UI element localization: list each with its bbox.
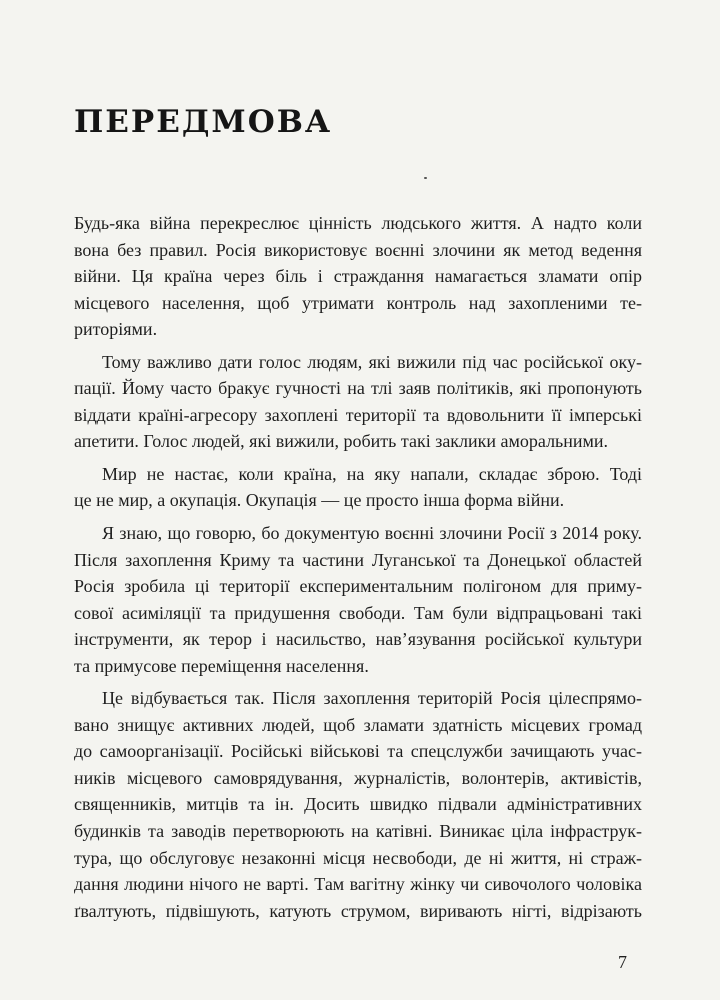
text-line: ників місцевого самоврядування, журналістів, волонтерів, активістів, xyxy=(74,767,642,788)
text-line: риторіями. xyxy=(74,319,158,340)
text-line: віддати країні-агресору захоплені території та вдовольнити її імперські xyxy=(74,404,642,425)
text-line: війни. Ця країна через біль і страждання намагається зламати опір xyxy=(74,266,642,287)
text-line: вона без правил. Росія використовує воєнні злочини як метод ведення xyxy=(74,239,642,260)
text-line: апетити. Голос людей, які вижили, робить такі заклики аморальними. xyxy=(74,431,609,452)
text-line: Це відбувається так. Після захоплення територій Росія цілеспрямо- xyxy=(102,688,642,709)
text-line: Мир не настає, коли країна, на яку напали, складає зброю. Тоді xyxy=(102,463,642,484)
text-line: сової асиміляції та придушення свободи. Там були відпрацьовані такі xyxy=(74,602,642,623)
paragraph xyxy=(74,685,642,924)
page-title: ПЕРЕДМОВА xyxy=(74,104,333,140)
paragraph xyxy=(74,461,642,514)
text-line: дання людини нічого не варті. Там вагітну жінку чи сивочолого чоловіка xyxy=(74,874,642,895)
text-line: будинків та заводів перетворюють на катівні. Виникає ціла інфраструк- xyxy=(74,821,642,842)
text-line: Я знаю, що говорю, бо документую воєнні злочини Росії з 2014 року. xyxy=(102,523,642,544)
text-line: інструменти, як терор і насильство, нав’язування російської культури xyxy=(74,629,642,650)
text-line: це не мир, а окупація. Окупація — це просто інша форма війни. xyxy=(74,490,565,511)
text-line: пації. Йому часто бракує гучності на тлі заяв політиків, які пропонують xyxy=(74,378,642,399)
text-line: Після захоплення Криму та частини Луганської та Донецької областей xyxy=(74,549,642,570)
body-text xyxy=(74,210,642,930)
text-line: вано знищує активних людей, щоб зламати здатність місцевих громад xyxy=(74,714,642,735)
text-line: тура, що обслуговує незаконні місця несвободи, де ні життя, ні страж- xyxy=(74,847,642,868)
page-number: 7 xyxy=(618,952,627,972)
paragraph xyxy=(74,210,642,343)
text-line: Тому важливо дати голос людям, які вижили під час російської оку- xyxy=(102,351,642,372)
text-line: ґвалтують, підвішують, катують струмом, виривають нігті, відрізають xyxy=(74,900,642,921)
text-line: священників, митців та ін. Досить швидко підвали адміністративних xyxy=(74,794,642,815)
text-line: Будь-яка війна перекреслює цінність людського життя. А надто коли xyxy=(74,213,642,233)
text-line: та примусове переміщення населення. xyxy=(74,655,369,676)
paragraph xyxy=(74,520,642,679)
text-line: місцевого населення, щоб утримати контроль над захопленими те- xyxy=(74,292,642,313)
text-line: до самоорганізації. Російські військові та спецслужби зачищають учас- xyxy=(74,741,642,762)
paper-speck xyxy=(424,177,427,179)
paragraph xyxy=(74,349,642,455)
text-line: Росія зробила ці території експериментальним полігоном для приму- xyxy=(74,576,642,597)
